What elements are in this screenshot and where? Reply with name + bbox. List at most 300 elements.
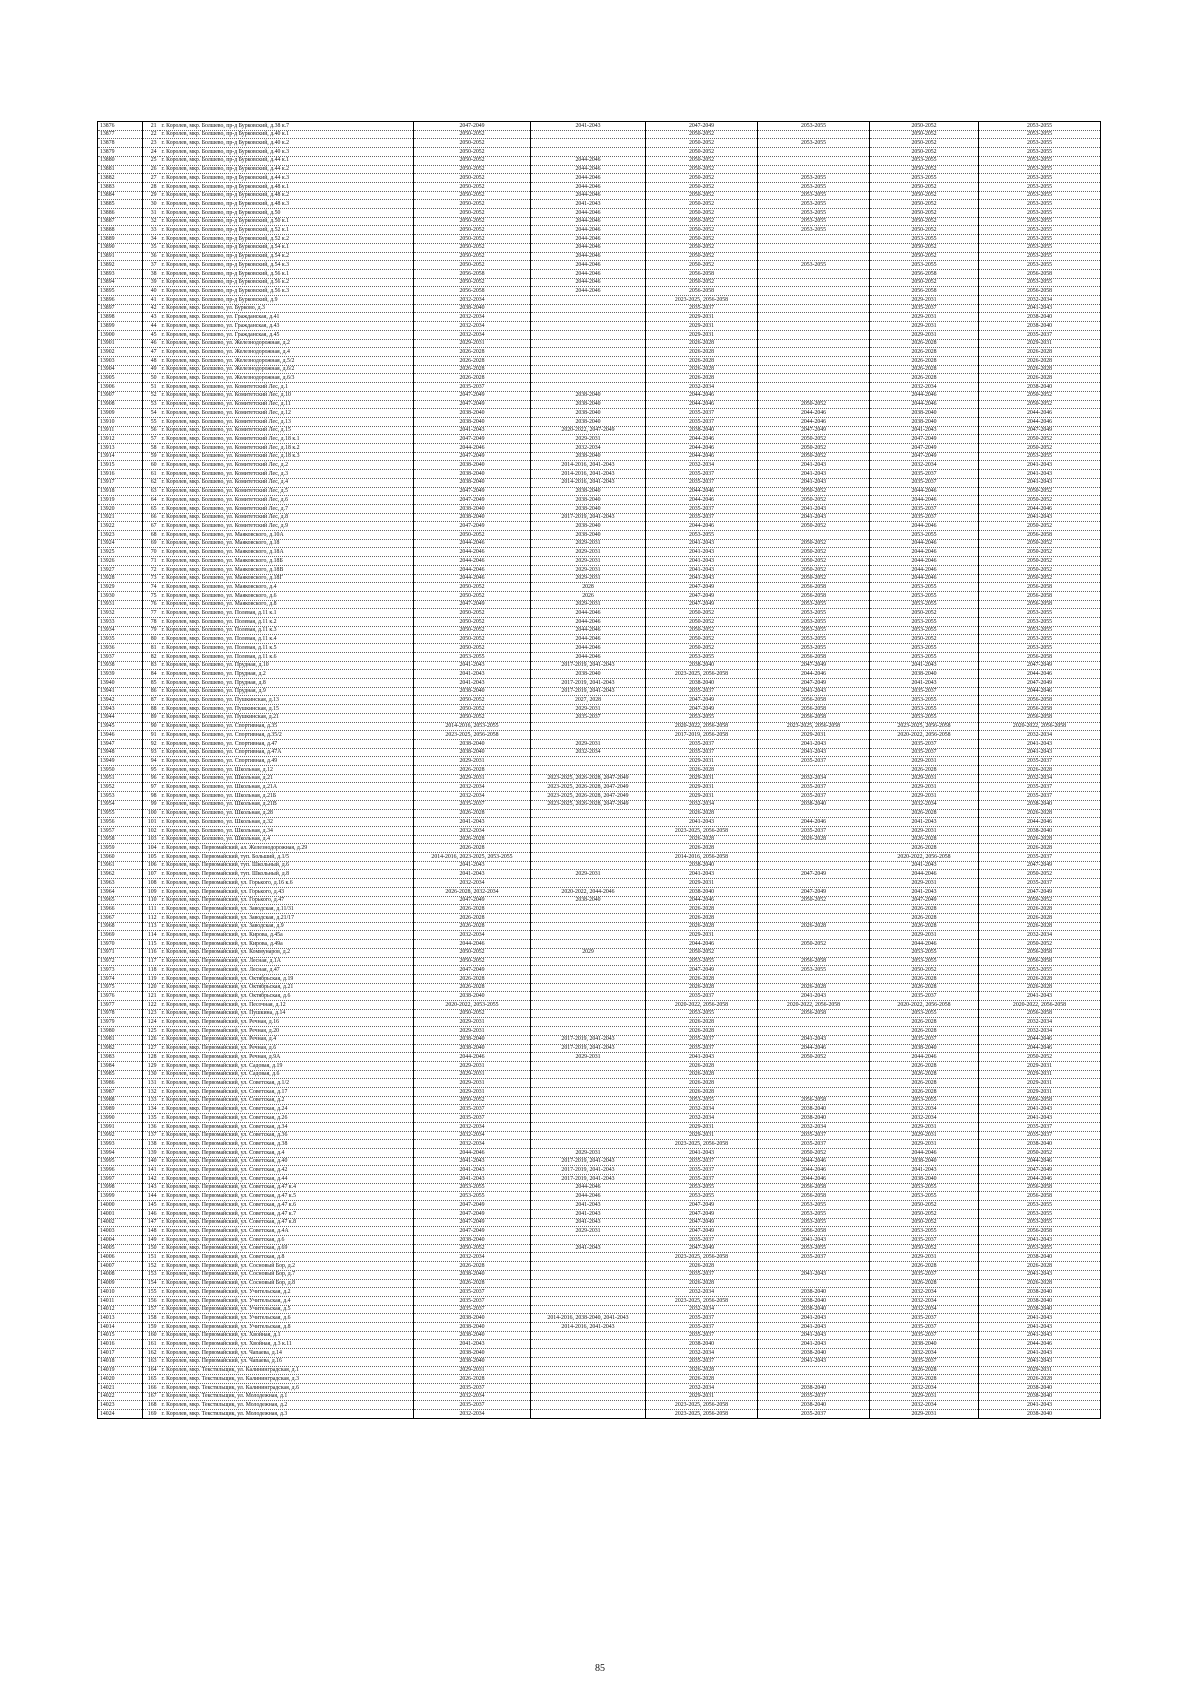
row-id-cell: 13894: [98, 278, 143, 287]
period-2-cell: [531, 905, 646, 914]
address-cell: г. Королев, мкр. Болшево, ул. Железнодорожная, д.2: [160, 339, 414, 348]
period-2-cell: [531, 835, 646, 844]
address-cell: г. Королев, мкр. Болшево, ул. Полевая, д.11 к.2: [160, 618, 414, 627]
row-number-cell: 145: [143, 1201, 160, 1210]
address-cell: г. Королев, мкр. Текстильщик, ул. Молодежная, д.2: [160, 1401, 414, 1410]
period-6-cell: 2032-2034: [979, 296, 1101, 305]
period-4-cell: 2056-2058: [758, 1183, 870, 1192]
table-row: [98, 600, 1101, 609]
period-4-cell: [758, 853, 870, 862]
address-cell: г. Королев, мкр. Болшево, ул. Полевая, д.11 к.4: [160, 635, 414, 644]
table-row: [98, 1244, 1101, 1253]
row-number-cell: 128: [143, 1053, 160, 1062]
address-cell: г. Королев, мкр. Болшево, ул. Маяковского, д.8: [160, 600, 414, 609]
period-5-cell: 2026-2028: [870, 974, 979, 983]
period-2-cell: [531, 1079, 646, 1088]
row-number-cell: 143: [143, 1183, 160, 1192]
period-6-cell: 2044-2046: [979, 1340, 1101, 1349]
period-6-cell: 2041-2043: [979, 304, 1101, 313]
period-3-cell: 2035-2037: [646, 417, 758, 426]
period-5-cell: 2032-2034: [870, 1288, 979, 1297]
period-6-cell: 2041-2043: [979, 478, 1101, 487]
row-number-cell: 32: [143, 217, 160, 226]
period-5-cell: 2044-2046: [870, 487, 979, 496]
row-id-cell: 13928: [98, 574, 143, 583]
period-2-cell: 2038-2040: [531, 896, 646, 905]
address-cell: г. Королев, мкр. Болшево, ул. Железнодорожная, д.4: [160, 348, 414, 357]
period-5-cell: 2032-2034: [870, 1296, 979, 1305]
period-5-cell: 2035-2037: [870, 1357, 979, 1366]
row-number-cell: 36: [143, 252, 160, 261]
table-row: [98, 940, 1101, 949]
period-4-cell: 2053-2055: [758, 261, 870, 270]
period-6-cell: 2035-2037: [979, 1131, 1101, 1140]
period-5-cell: 2053-2055: [870, 705, 979, 714]
period-1-cell: 2047-2049: [414, 391, 531, 400]
address-cell: г. Королев, мкр. Первомайский, ул. Советская, д.47 к.8: [160, 1218, 414, 1227]
period-4-cell: 2056-2058: [758, 1192, 870, 1201]
period-3-cell: 2029-2031: [646, 757, 758, 766]
period-6-cell: 2053-2055: [979, 209, 1101, 218]
period-5-cell: 2029-2031: [870, 826, 979, 835]
period-5-cell: 2026-2028: [870, 844, 979, 853]
table-row: [98, 1209, 1101, 1218]
period-1-cell: 2038-2040: [414, 739, 531, 748]
period-1-cell: 2050-2052: [414, 635, 531, 644]
row-number-cell: 157: [143, 1305, 160, 1314]
period-4-cell: [758, 905, 870, 914]
address-cell: г. Королев, мкр. Болшево, пр-д Бурковский, д.40 к.3: [160, 148, 414, 157]
period-6-cell: 2026-2028: [979, 905, 1101, 914]
period-4-cell: 2053-2055: [758, 609, 870, 618]
row-id-cell: 13989: [98, 1105, 143, 1114]
period-3-cell: 2029-2031: [646, 792, 758, 801]
table-row: [98, 687, 1101, 696]
period-2-cell: [531, 1253, 646, 1262]
row-id-cell: 14000: [98, 1201, 143, 1210]
period-4-cell: 2020-2022, 2056-2058: [758, 1001, 870, 1010]
table-row: [98, 887, 1101, 896]
period-3-cell: 2047-2049: [646, 1218, 758, 1227]
period-4-cell: [758, 531, 870, 540]
period-6-cell: 2047-2049: [979, 426, 1101, 435]
period-6-cell: 2053-2055: [979, 966, 1101, 975]
table-row: [98, 565, 1101, 574]
table-row: [98, 296, 1101, 305]
table-row: [98, 757, 1101, 766]
period-4-cell: 2050-2052: [758, 574, 870, 583]
row-id-cell: 13990: [98, 1114, 143, 1123]
period-4-cell: [758, 365, 870, 374]
period-2-cell: 2044-2046: [531, 252, 646, 261]
address-cell: г. Королев, мкр. Болшево, ул. Комитетский Лес, д.15: [160, 426, 414, 435]
period-1-cell: 2038-2040: [414, 513, 531, 522]
period-3-cell: 2050-2052: [646, 635, 758, 644]
row-number-cell: 88: [143, 705, 160, 714]
period-4-cell: 2041-2043: [758, 739, 870, 748]
row-number-cell: 27: [143, 174, 160, 183]
period-6-cell: 2056-2058: [979, 531, 1101, 540]
period-3-cell: 2041-2043: [646, 818, 758, 827]
period-1-cell: 2041-2043: [414, 1157, 531, 1166]
address-cell: г. Королев, мкр. Болшево, ул. Маяковского, д.18Б: [160, 557, 414, 566]
period-4-cell: 2041-2043: [758, 1357, 870, 1366]
period-5-cell: 2053-2055: [870, 1009, 979, 1018]
period-3-cell: 2050-2052: [646, 217, 758, 226]
period-3-cell: 2026-2028: [646, 1366, 758, 1375]
row-id-cell: 13937: [98, 652, 143, 661]
table-row: [98, 696, 1101, 705]
table-row: [98, 1044, 1101, 1053]
period-6-cell: 2056-2058: [979, 1183, 1101, 1192]
period-3-cell: 2044-2046: [646, 400, 758, 409]
period-6-cell: 2050-2052: [979, 444, 1101, 453]
row-number-cell: 151: [143, 1253, 160, 1262]
table-row: [98, 356, 1101, 365]
period-4-cell: [758, 130, 870, 139]
period-3-cell: 2026-2028: [646, 1018, 758, 1027]
period-3-cell: 2050-2052: [646, 174, 758, 183]
row-id-cell: 13976: [98, 992, 143, 1001]
table-row: [98, 1383, 1101, 1392]
row-id-cell: 13978: [98, 1009, 143, 1018]
period-6-cell: 2053-2055: [979, 644, 1101, 653]
row-number-cell: 62: [143, 478, 160, 487]
row-id-cell: 13946: [98, 731, 143, 740]
period-3-cell: 2041-2043: [646, 870, 758, 879]
period-2-cell: 2044-2046: [531, 156, 646, 165]
period-3-cell: 2050-2052: [646, 252, 758, 261]
period-3-cell: 2050-2052: [646, 644, 758, 653]
period-4-cell: 2044-2046: [758, 1166, 870, 1175]
period-5-cell: 2053-2055: [870, 174, 979, 183]
period-5-cell: 2044-2046: [870, 496, 979, 505]
period-3-cell: 2026-2028: [646, 913, 758, 922]
period-4-cell: [758, 235, 870, 244]
row-id-cell: 14021: [98, 1383, 143, 1392]
period-2-cell: 2038-2040: [531, 417, 646, 426]
address-cell: г. Королев, мкр. Болшево, ул. Железнодорожная, д.6/3: [160, 374, 414, 383]
row-id-cell: 13999: [98, 1192, 143, 1201]
period-4-cell: 2050-2052: [758, 522, 870, 531]
period-5-cell: 2053-2055: [870, 531, 979, 540]
row-number-cell: 60: [143, 461, 160, 470]
address-cell: г. Королев, мкр. Первомайский, ул. Советская, д.4: [160, 1148, 414, 1157]
period-1-cell: 2044-2046: [414, 1148, 531, 1157]
period-6-cell: 2053-2055: [979, 148, 1101, 157]
period-2-cell: [531, 957, 646, 966]
period-5-cell: 2056-2058: [870, 269, 979, 278]
period-3-cell: 2056-2058: [646, 269, 758, 278]
period-3-cell: 2035-2037: [646, 1236, 758, 1245]
row-number-cell: 81: [143, 644, 160, 653]
address-cell: г. Королев, мкр. Болшево, ул. Комитетский Лес, д.18 к.1: [160, 435, 414, 444]
period-5-cell: 2029-2031: [870, 1122, 979, 1131]
period-5-cell: 2047-2049: [870, 452, 979, 461]
period-5-cell: 2026-2028: [870, 1279, 979, 1288]
period-5-cell: 2041-2043: [870, 861, 979, 870]
table-row: [98, 226, 1101, 235]
row-id-cell: 14012: [98, 1305, 143, 1314]
period-3-cell: 2032-2034: [646, 800, 758, 809]
row-id-cell: 13921: [98, 513, 143, 522]
period-4-cell: 2023-2025, 2056-2058: [758, 722, 870, 731]
period-6-cell: 2053-2055: [979, 243, 1101, 252]
period-2-cell: 2041-2043: [531, 122, 646, 131]
period-4-cell: 2053-2055: [758, 200, 870, 209]
period-6-cell: 2041-2043: [979, 748, 1101, 757]
row-number-cell: 112: [143, 913, 160, 922]
row-id-cell: 13917: [98, 478, 143, 487]
period-5-cell: 2026-2028: [870, 1079, 979, 1088]
period-4-cell: 2053-2055: [758, 1244, 870, 1253]
period-6-cell: 2047-2049: [979, 887, 1101, 896]
period-2-cell: 2029-2031: [531, 565, 646, 574]
row-id-cell: 13954: [98, 800, 143, 809]
period-2-cell: [531, 861, 646, 870]
period-4-cell: 2050-2052: [758, 557, 870, 566]
table-row: [98, 783, 1101, 792]
row-number-cell: 30: [143, 200, 160, 209]
period-5-cell: 2029-2031: [870, 313, 979, 322]
period-2-cell: 2017-2019, 2041-2043: [531, 1035, 646, 1044]
period-1-cell: 2014-2016, 2053-2055: [414, 722, 531, 731]
row-number-cell: 141: [143, 1166, 160, 1175]
period-5-cell: 2050-2052: [870, 139, 979, 148]
period-4-cell: 2038-2040: [758, 1288, 870, 1297]
period-2-cell: [531, 1027, 646, 1036]
row-id-cell: 14010: [98, 1288, 143, 1297]
address-cell: г. Королев, мкр. Болшево, ул. Школьная, д.4: [160, 835, 414, 844]
table-row: [98, 1035, 1101, 1044]
row-number-cell: 148: [143, 1227, 160, 1236]
period-5-cell: 2050-2052: [870, 122, 979, 131]
period-5-cell: 2029-2031: [870, 1253, 979, 1262]
period-3-cell: 2050-2052: [646, 235, 758, 244]
period-5-cell: 2044-2046: [870, 940, 979, 949]
period-3-cell: 2023-2025, 2056-2058: [646, 1410, 758, 1419]
row-id-cell: 13879: [98, 148, 143, 157]
period-6-cell: 2056-2058: [979, 591, 1101, 600]
period-2-cell: 2041-2043: [531, 1209, 646, 1218]
period-6-cell: 2047-2049: [979, 1166, 1101, 1175]
period-5-cell: 2035-2037: [870, 739, 979, 748]
period-6-cell: 2041-2043: [979, 1401, 1101, 1410]
period-3-cell: 2023-2025, 2056-2058: [646, 296, 758, 305]
row-id-cell: 13987: [98, 1088, 143, 1097]
period-1-cell: 2032-2034: [414, 1122, 531, 1131]
period-3-cell: 2032-2034: [646, 461, 758, 470]
period-1-cell: 2023-2025, 2056-2058: [414, 731, 531, 740]
address-cell: г. Королев, мкр. Первомайский, ул. Учительская, д.5: [160, 1305, 414, 1314]
table-row: [98, 287, 1101, 296]
row-number-cell: 103: [143, 835, 160, 844]
period-3-cell: 2041-2043: [646, 574, 758, 583]
period-1-cell: 2038-2040: [414, 992, 531, 1001]
row-id-cell: 13947: [98, 739, 143, 748]
period-1-cell: 2044-2046: [414, 548, 531, 557]
row-id-cell: 13907: [98, 391, 143, 400]
period-6-cell: 2050-2052: [979, 896, 1101, 905]
row-id-cell: 13938: [98, 661, 143, 670]
table-row: [98, 1070, 1101, 1079]
row-id-cell: 13977: [98, 1001, 143, 1010]
row-number-cell: 117: [143, 957, 160, 966]
period-3-cell: 2053-2055: [646, 1096, 758, 1105]
period-5-cell: 2050-2052: [870, 191, 979, 200]
row-id-cell: 14005: [98, 1244, 143, 1253]
period-3-cell: 2032-2034: [646, 383, 758, 392]
address-cell: г. Королев, мкр. Болшево, пр-д Бурковский, д.9: [160, 296, 414, 305]
address-cell: г. Королев, мкр. Первомайский, ул. Советская, д.6: [160, 1236, 414, 1245]
period-5-cell: 2035-2037: [870, 1323, 979, 1332]
address-cell: г. Королев, мкр. Болшево, ул. Комитетский Лес, д.12: [160, 409, 414, 418]
period-2-cell: 2044-2046: [531, 618, 646, 627]
row-id-cell: 13983: [98, 1053, 143, 1062]
row-number-cell: 106: [143, 861, 160, 870]
period-6-cell: 2038-2040: [979, 826, 1101, 835]
address-cell: г. Королев, мкр. Болшево, пр-д Бурковский, д.52 к.2: [160, 235, 414, 244]
table-row: [98, 1288, 1101, 1297]
period-6-cell: 2053-2055: [979, 618, 1101, 627]
table-row: [98, 539, 1101, 548]
period-6-cell: 2053-2055: [979, 1209, 1101, 1218]
period-3-cell: 2026-2028: [646, 974, 758, 983]
period-5-cell: 2035-2037: [870, 1236, 979, 1245]
period-4-cell: [758, 948, 870, 957]
row-number-cell: 116: [143, 948, 160, 957]
period-1-cell: 2047-2049: [414, 435, 531, 444]
row-number-cell: 132: [143, 1088, 160, 1097]
table-row: [98, 713, 1101, 722]
period-2-cell: [531, 313, 646, 322]
table-row: [98, 139, 1101, 148]
period-2-cell: 2044-2046: [531, 626, 646, 635]
period-4-cell: 2032-2034: [758, 1122, 870, 1131]
period-4-cell: 2041-2043: [758, 748, 870, 757]
period-1-cell: 2047-2049: [414, 400, 531, 409]
period-2-cell: 2044-2046: [531, 243, 646, 252]
row-id-cell: 13923: [98, 531, 143, 540]
period-5-cell: 2032-2034: [870, 383, 979, 392]
table-row: [98, 1340, 1101, 1349]
period-1-cell: 2038-2040: [414, 1357, 531, 1366]
row-number-cell: 160: [143, 1331, 160, 1340]
table-row: [98, 670, 1101, 679]
period-2-cell: 2029-2031: [531, 1227, 646, 1236]
address-cell: г. Королев, мкр. Болшево, ул. Комитетский Лес, д.18 к.2: [160, 444, 414, 453]
period-4-cell: 2047-2049: [758, 679, 870, 688]
period-3-cell: 2026-2028: [646, 348, 758, 357]
row-id-cell: 13904: [98, 365, 143, 374]
row-number-cell: 150: [143, 1244, 160, 1253]
period-1-cell: 2047-2049: [414, 896, 531, 905]
table-row: [98, 1410, 1101, 1419]
period-1-cell: 2053-2055: [414, 1183, 531, 1192]
row-number-cell: 163: [143, 1357, 160, 1366]
address-cell: г. Королев, мкр. Первомайский, ул. Садовая, д.6: [160, 1070, 414, 1079]
row-number-cell: 59: [143, 452, 160, 461]
period-6-cell: 2041-2043: [979, 1349, 1101, 1358]
address-cell: г. Королев, мкр. Первомайский, ул. Советская, д.26: [160, 1114, 414, 1123]
period-6-cell: 2050-2052: [979, 870, 1101, 879]
period-4-cell: 2047-2049: [758, 661, 870, 670]
period-4-cell: 2050-2052: [758, 896, 870, 905]
period-6-cell: 2050-2052: [979, 1053, 1101, 1062]
period-1-cell: 2035-2037: [414, 1401, 531, 1410]
period-1-cell: 2053-2055: [414, 652, 531, 661]
period-5-cell: 2029-2031: [870, 1410, 979, 1419]
period-2-cell: [531, 1296, 646, 1305]
period-1-cell: 2041-2043: [414, 870, 531, 879]
period-2-cell: 2023-2025, 2026-2028, 2047-2049: [531, 792, 646, 801]
period-6-cell: 2041-2043: [979, 1270, 1101, 1279]
period-4-cell: 2053-2055: [758, 1218, 870, 1227]
period-4-cell: [758, 1079, 870, 1088]
period-3-cell: 2029-2031: [646, 313, 758, 322]
table-row: [98, 1001, 1101, 1010]
period-6-cell: 2050-2052: [979, 496, 1101, 505]
table-row: [98, 1236, 1101, 1245]
period-5-cell: 2044-2046: [870, 565, 979, 574]
period-4-cell: [758, 1262, 870, 1271]
period-6-cell: 2041-2043: [979, 739, 1101, 748]
period-1-cell: 2044-2046: [414, 565, 531, 574]
period-4-cell: [758, 243, 870, 252]
row-id-cell: 13901: [98, 339, 143, 348]
period-5-cell: 2029-2031: [870, 1392, 979, 1401]
period-2-cell: [531, 1070, 646, 1079]
row-id-cell: 13965: [98, 896, 143, 905]
period-6-cell: 2050-2052: [979, 522, 1101, 531]
period-1-cell: 2050-2052: [414, 174, 531, 183]
row-id-cell: 14014: [98, 1323, 143, 1332]
table-row: [98, 826, 1101, 835]
row-number-cell: 85: [143, 679, 160, 688]
period-4-cell: 2041-2043: [758, 513, 870, 522]
period-1-cell: 2032-2034: [414, 1131, 531, 1140]
period-6-cell: 2035-2037: [979, 1122, 1101, 1131]
row-number-cell: 139: [143, 1148, 160, 1157]
period-3-cell: 2053-2055: [646, 1183, 758, 1192]
row-number-cell: 84: [143, 670, 160, 679]
row-id-cell: 13969: [98, 931, 143, 940]
period-6-cell: 2053-2055: [979, 130, 1101, 139]
period-2-cell: [531, 1096, 646, 1105]
row-number-cell: 28: [143, 182, 160, 191]
period-4-cell: 2038-2040: [758, 800, 870, 809]
address-cell: г. Королев, мкр. Болшево, ул. Маяковского, д.6: [160, 591, 414, 600]
row-number-cell: 37: [143, 261, 160, 270]
period-5-cell: 2029-2031: [870, 792, 979, 801]
row-id-cell: 13996: [98, 1166, 143, 1175]
period-3-cell: 2026-2028: [646, 1375, 758, 1384]
address-cell: г. Королев, мкр. Первомайский, ул. Советская, д.2: [160, 1096, 414, 1105]
period-6-cell: 2053-2055: [979, 156, 1101, 165]
table-row: [98, 661, 1101, 670]
period-3-cell: 2050-2052: [646, 130, 758, 139]
table-row: [98, 1253, 1101, 1262]
period-1-cell: 2038-2040: [414, 687, 531, 696]
row-id-cell: 13899: [98, 322, 143, 331]
table-row: [98, 1175, 1101, 1184]
period-5-cell: 2020-2022, 2056-2058: [870, 853, 979, 862]
period-6-cell: 2038-2040: [979, 1305, 1101, 1314]
period-6-cell: 2044-2046: [979, 1044, 1101, 1053]
address-cell: г. Королев, мкр. Первомайский, туп. Школьный, д.8: [160, 870, 414, 879]
address-cell: г. Королев, мкр. Болшево, ул. Школьная, д.21Б: [160, 792, 414, 801]
table-row: [98, 1027, 1101, 1036]
